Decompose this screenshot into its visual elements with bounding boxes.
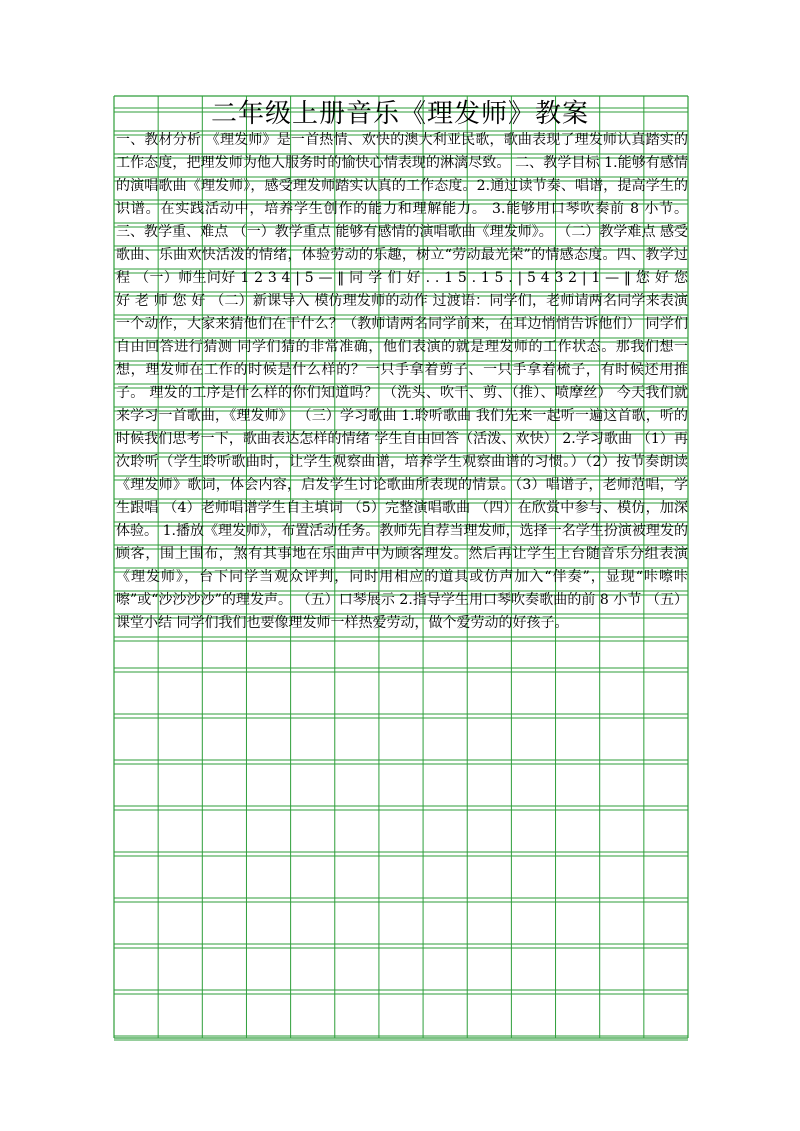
document-body: 一、教材分析 《理发师》是一首热情、欢快的澳大利亚民歌，歌曲表现了理发师认真踏实的工作态度，把理发师为他人服务时的愉快心情表现的淋漓尽致。 二、教学目标 1.能够有感情的演唱歌曲《理发师》，感受理发师踏实认真的工作态度。2.通过读节奏、唱谱，提高学生的识谱。在实践活动中，培养学生创作的能力和理解能力。 3.能够用口琴吹奏前 8 小节。 三、教学重、难点 （一）教学重点 能够有感情的演唱歌曲《理发师》。 （二）教学难点 感受歌曲、乐曲欢快活泼的情绪，体验劳动的乐趣，树立“劳动最光荣”的情感态度。四、教学过程 （一）师生问好 1 2 3 4 | 5 — ‖ 同 学 们 好 . . 1 5 . 1 5 . | 5 4 3 2 | 1 — ‖ 您 好 您 好 老 师 您 好 （二）新课导入 模仿理发师的动作 过渡语：同学们，老师请两名同学来表演一个动作，大家来猜他们在干什么？（教师请两名同学前来，在耳边悄悄告诉他们） 同学们自由回答进行猜测 同学们猜的非常准确，他们表演的就是理发师的工作状态。那我们想一想，理发师在工作的时候是什么样的？一只手拿着剪子、一只手拿着梳子，有时候还用推子。 理发的工序是什么样的你们知道吗？ （洗头、吹干、剪、（推）、喷摩丝） 今天我们就来学习一首歌曲，《理发师》 （三）学习歌曲 1.聆听歌曲 我们先来一起听一遍这首歌，听的时候我们思考一下，歌曲表达怎样的情绪 学生自由回答（活泼、欢快） 2.学习歌曲 （1）再次聆听（学生聆听歌曲时，让学生观察曲谱，培养学生观察曲谱的习惯。）（2）按节奏朗读《理发师》歌词，体会内容，启发学生讨论歌曲所表现的情景。（3）唱谱子，老师范唱，学生跟唱 （4）老师唱谱学生自主填词 （5）完整演唱歌曲 （四）在欣赏中参与、模仿，加深体验。 1.播放《理发师》，布置活动任务。教师先自荐当理发师，选择一名学生扮演被理发的顾客，围上围布，煞有其事地在乐曲声中为顾客理发。然后再让学生上台随音乐分组表演《理发师》，台下同学当观众评判，同时用相应的道具或仿声加入“伴奏”，显现“咔嚓咔嚓”或“沙沙沙沙”的理发声。 （五）口琴展示 2.指导学生用口琴吹奏歌曲的前 8 小节 （五）课堂小结 同学们我们也要像理发师一样热爱劳动，做个爱劳动的好孩子。 <box>116 132 688 631</box>
document-title: 二年级上册音乐《理发师》教案 <box>210 99 589 129</box>
